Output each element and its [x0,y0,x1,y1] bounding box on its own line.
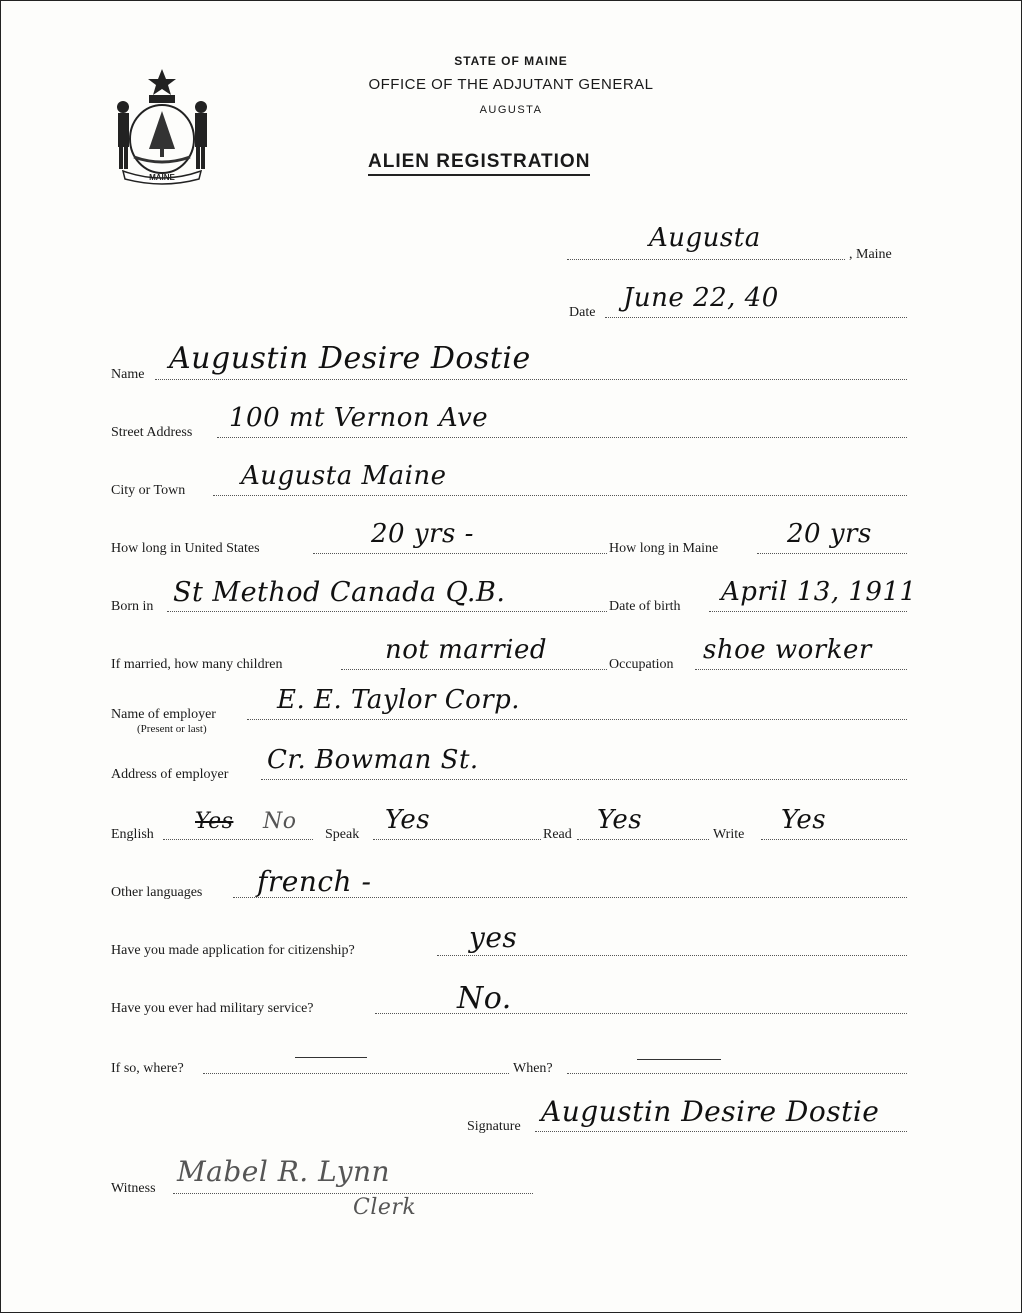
how-long-us-line [313,553,607,554]
military-label: Have you ever had military service? [111,1001,314,1016]
date-line [605,317,907,318]
town-entry: Augusta [649,223,761,253]
english-entry: No [263,809,297,834]
where-dash [295,1057,367,1058]
employer-address-entry: Cr. Bowman St. [267,745,479,775]
when-line [567,1073,907,1074]
citizenship-line [437,955,907,956]
header-city: AUGUSTA [479,104,543,116]
signature-entry: Augustin Desire Dostie [541,1095,880,1128]
maine-state-seal-icon [109,67,215,187]
witness-line [173,1193,533,1194]
read-line [577,839,709,840]
how-long-maine-label: How long in Maine [609,541,719,556]
married-line [341,669,607,670]
form-title: ALIEN REGISTRATION [368,151,590,176]
city-line [213,495,907,496]
other-languages-entry: french - [257,865,372,898]
witness-entry: Mabel R. Lynn [177,1155,391,1188]
when-dash [637,1059,721,1060]
citizenship-entry: yes [469,921,518,954]
born-in-line [167,611,607,612]
military-line [375,1013,907,1014]
speak-label: Speak [325,827,360,842]
witness-label: Witness [111,1181,156,1196]
english-line [163,839,313,840]
married-entry: not married [385,635,547,665]
city-entry: Augusta Maine [241,461,447,491]
date-of-birth-label: Date of birth [609,599,681,614]
date-entry: June 22, 40 [623,283,779,313]
employer-line [247,719,907,720]
date-of-birth-line [709,611,907,612]
where-label: If so, where? [111,1061,184,1076]
write-entry: Yes [781,805,827,835]
born-in-entry: St Method Canada Q.B. [173,577,506,608]
employer-entry: E. E. Taylor Corp. [277,685,521,715]
street-label: Street Address [111,425,193,440]
employer-address-label: Address of employer [111,767,229,782]
occupation-label: Occupation [609,657,674,672]
witness-title-entry: Clerk [353,1195,417,1220]
military-entry: No. [457,981,512,1016]
citizenship-label: Have you made application for citizenship? [111,943,355,958]
employer-label: Name of employer [111,707,216,722]
header-office: OFFICE OF THE ADJUTANT GENERAL [368,76,654,93]
how-long-maine-entry: 20 yrs [787,519,872,549]
how-long-us-entry: 20 yrs - [371,519,474,549]
seal-banner-label: MAINE [149,173,175,182]
employer-address-line [261,779,907,780]
name-entry: Augustin Desire Dostie [169,341,531,376]
street-entry: 100 mt Vernon Ave [229,403,489,433]
english-label: English [111,827,154,842]
married-label: If married, how many children [111,657,283,672]
when-label: When? [513,1061,553,1076]
name-line [155,379,907,380]
date-label: Date [569,305,596,320]
other-languages-label: Other languages [111,885,203,900]
english-struck-entry: Yes [195,809,234,834]
read-label: Read [543,827,572,842]
city-label: City or Town [111,483,186,498]
header-state: STATE OF MAINE [454,54,568,68]
how-long-maine-line [757,553,907,554]
write-label: Write [713,827,745,842]
maine-label: , Maine [849,247,892,262]
street-line [217,437,907,438]
occupation-entry: shoe worker [703,635,872,665]
speak-entry: Yes [385,805,431,835]
born-in-label: Born in [111,599,154,614]
town-line [567,259,845,260]
read-entry: Yes [597,805,643,835]
where-line [203,1073,509,1074]
name-label: Name [111,367,145,382]
speak-line [373,839,541,840]
occupation-line [695,669,907,670]
signature-label: Signature [467,1119,521,1134]
employer-note: (Present or last) [137,723,207,735]
how-long-us-label: How long in United States [111,541,260,556]
date-of-birth-entry: April 13, 1911 [721,577,917,607]
write-line [761,839,907,840]
signature-line [535,1131,907,1132]
